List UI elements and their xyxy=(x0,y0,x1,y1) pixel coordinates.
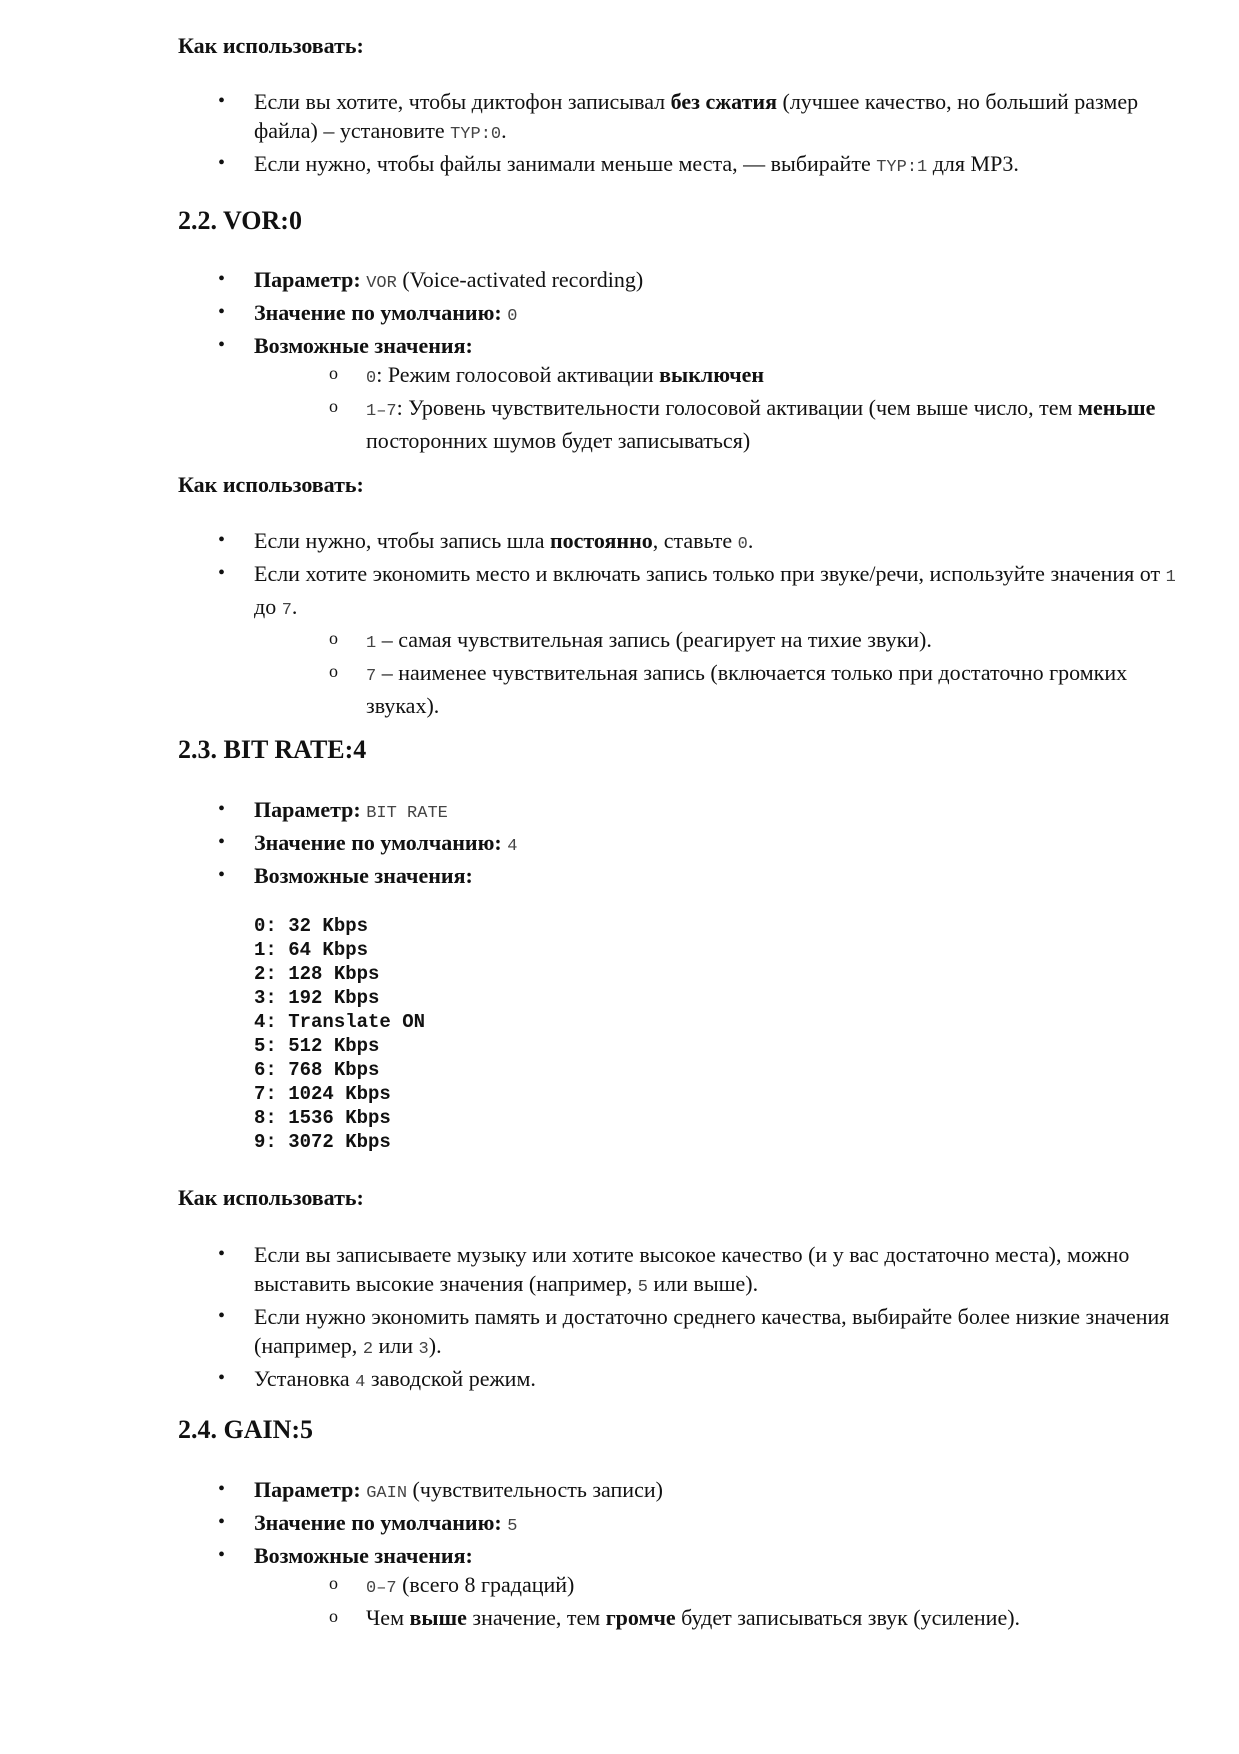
section-heading-bitrate: 2.3. BIT RATE:4 xyxy=(178,735,367,764)
how-to-use-heading: Как использовать: xyxy=(178,33,364,58)
list-item: o 1–7: Уровень чувствительности голосовой активации (чем выше число, тем меньше посторонних шумов будет записываться) xyxy=(329,393,1199,455)
bitrate-code-block: 0: 32 Kbps 1: 64 Kbps 2: 128 Kbps 3: 192 Kbps 4: Translate ON 5: 512 Kbps 6: 768 Kbps 7: 1024 Kbps 8: 1536 Kbps 9: 3072 Kbps xyxy=(254,915,426,1153)
list-item: • Установка 4 заводской режим. xyxy=(212,1364,1199,1397)
list-item: • Значение по умолчанию: 5 xyxy=(212,1508,1199,1541)
list-item: • Значение по умолчанию: 4 xyxy=(212,828,1199,861)
list-item: • Значение по умолчанию: 0 xyxy=(212,298,1199,331)
vor-param-list xyxy=(212,265,1199,455)
vor-usage-sublist xyxy=(329,625,1199,720)
bitrate-usage-list xyxy=(212,1240,1199,1397)
vor-values-sublist xyxy=(329,360,1199,455)
list-item: • Если нужно, чтобы запись шла постоянно, ставьте 0. xyxy=(212,526,1199,559)
list-item: • Параметр: VOR (Voice-activated recording) xyxy=(212,265,1199,298)
list-item: o 7 – наименее чувствительная запись (включается только при достаточно громких звуках). xyxy=(329,658,1199,720)
list-item: o 0–7 (всего 8 градаций) xyxy=(329,1570,1199,1603)
how-to-use-heading: Как использовать: xyxy=(178,472,364,497)
list-item: • Если нужно экономить память и достаточно среднего качества, выбирайте более низкие значения (например, 2 или 3). xyxy=(212,1302,1199,1364)
bitrate-param-list xyxy=(212,795,1199,890)
list-item: o Чем выше значение, тем громче будет записываться звук (усиление). xyxy=(329,1603,1199,1632)
section-heading-vor: 2.2. VOR:0 xyxy=(178,206,302,235)
how-to-use-heading: Как использовать: xyxy=(178,1185,364,1210)
list-item: o 1 – самая чувствительная запись (реагирует на тихие звуки). xyxy=(329,625,1199,658)
gain-param-list xyxy=(212,1475,1199,1632)
list-item: • Если нужно, чтобы файлы занимали меньше места, — выбирайте TYP:1 для MP3. xyxy=(212,149,1199,182)
list-item: • Если вы хотите, чтобы диктофон записывал без сжатия (лучшее качество, но больший размер файла) – установите TYP:0. xyxy=(212,87,1199,149)
gain-values-sublist xyxy=(329,1570,1199,1632)
usage-list xyxy=(212,87,1199,182)
list-item: • Возможные значения: o 0: Режим голосовой активации выключен o 1–7: Уровень чувствительности голосовой активации (чем выше число, тем меньше посторонних шумов будет записываться) xyxy=(212,331,1199,455)
list-item: • Если хотите экономить место и включать запись только при звуке/речи, используйте значения от 1 до 7. o 1 – самая чувствительная запись (реагирует на тихие звуки). o 7 – наименее чувствительная запись (включается только при достаточно громких звуках). xyxy=(212,559,1199,720)
vor-usage-list xyxy=(212,526,1199,720)
list-item: • Параметр: GAIN (чувствительность записи) xyxy=(212,1475,1199,1508)
list-item: • Параметр: BIT RATE xyxy=(212,795,1199,828)
list-item: • Возможные значения: o 0–7 (всего 8 градаций) o Чем выше значение, тем громче будет записываться звук (усиление). xyxy=(212,1541,1199,1632)
list-item: • Если вы записываете музыку или хотите высокое качество (и у вас достаточно места), можно выставить высокие значения (например, 5 или выше). xyxy=(212,1240,1199,1302)
list-item: • Возможные значения: xyxy=(212,861,1199,890)
section-heading-gain: 2.4. GAIN:5 xyxy=(178,1415,314,1444)
list-item: o 0: Режим голосовой активации выключен xyxy=(329,360,1199,393)
